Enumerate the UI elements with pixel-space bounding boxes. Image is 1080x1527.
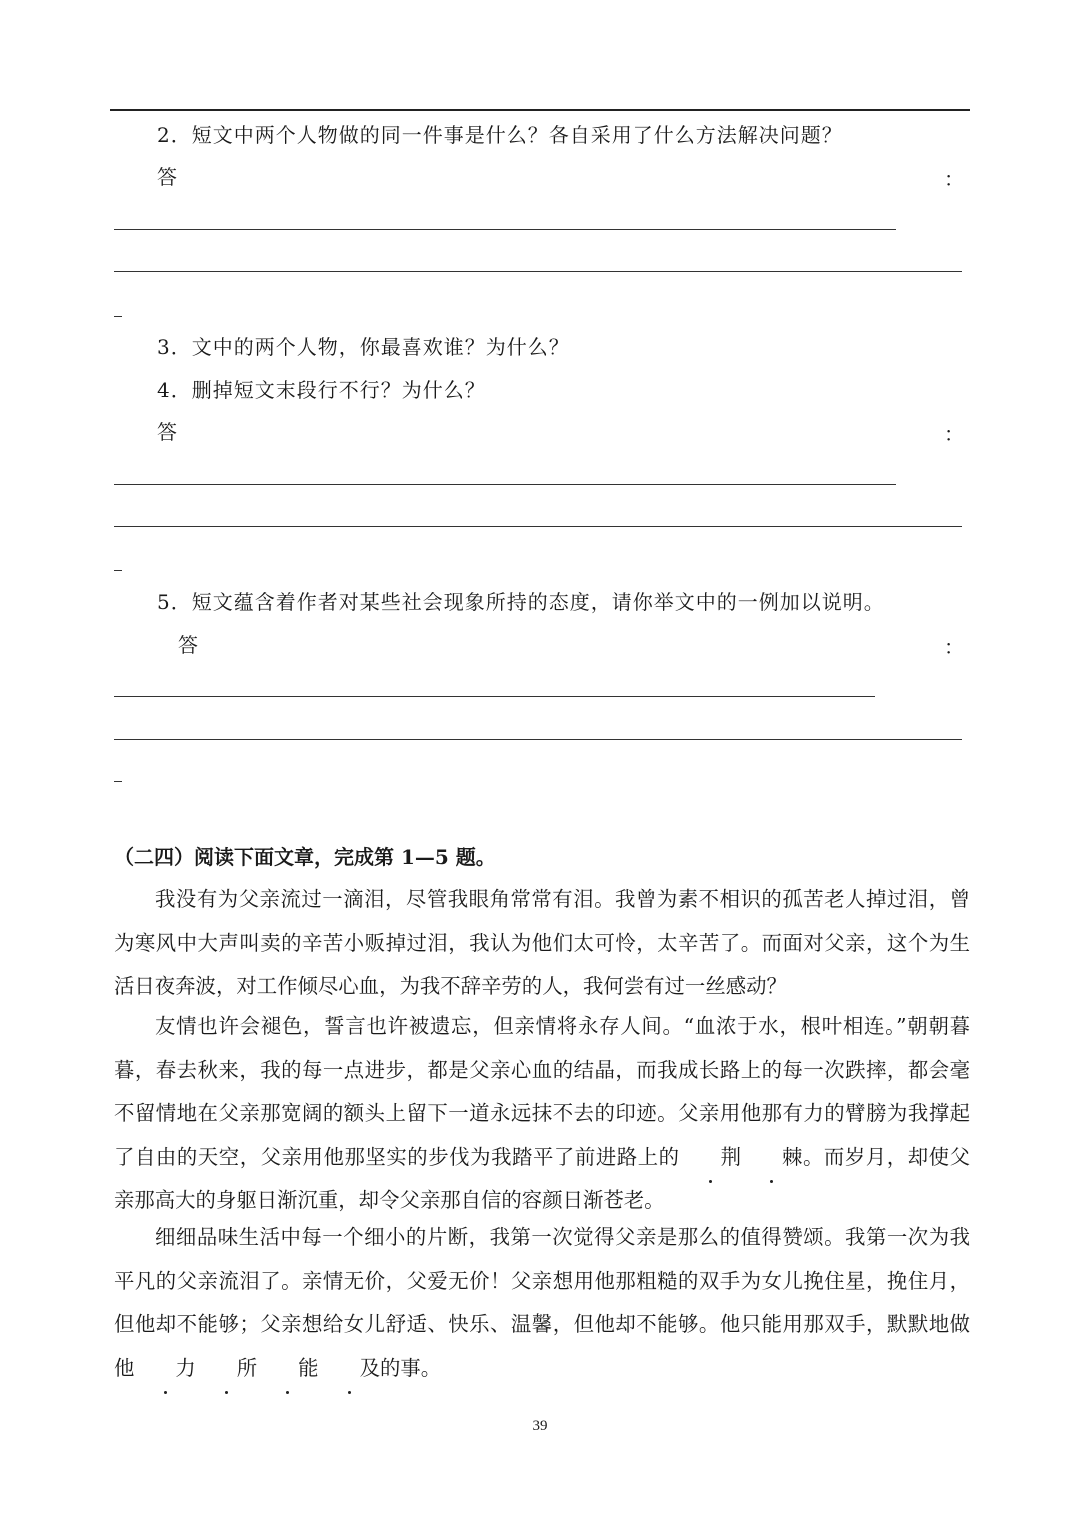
answer-colon: ：	[944, 635, 964, 659]
answer-line[interactable]	[114, 739, 962, 740]
paragraph-text: 。而岁月，却使父亲那高大的身躯日渐沉重，却令父亲那自信的容颜日渐苍老。	[114, 1144, 970, 1212]
answer-label: 答	[157, 165, 178, 189]
question-4: 4．删掉短文末段行不行？为什么？	[157, 378, 486, 402]
question-3: 3．文中的两个人物，你最喜欢谁？为什么？	[157, 335, 570, 359]
answer-label: 答	[178, 633, 199, 657]
answer-line[interactable]	[114, 484, 896, 485]
header-rule	[110, 109, 970, 111]
answer-line-end	[114, 316, 122, 317]
passage-paragraph-2	[114, 1005, 970, 1223]
emphasis-char: 所	[196, 1347, 257, 1391]
answer-colon: ：	[944, 167, 964, 191]
answer-line-end	[114, 781, 122, 782]
question-2: 2．短文中两个人物做的同一件事是什么？各自采用了什么方法解决问题？	[157, 123, 843, 147]
passage-paragraph-3	[114, 1216, 970, 1390]
answer-colon: ：	[944, 422, 964, 446]
section-title: （二四）阅读下面文章，完成第 1—5 题。	[114, 845, 496, 869]
answer-line[interactable]	[114, 526, 962, 527]
answer-line[interactable]	[114, 229, 896, 230]
emphasis-char: 棘	[741, 1136, 802, 1180]
answer-line[interactable]	[114, 696, 875, 697]
answer-line[interactable]	[114, 271, 962, 272]
paragraph-text: 友情也许会褪色，誓言也许被遗忘，但亲情将永存人间。“血浓于水，根叶相连。”朝朝暮暮，春去秋来，我的每一点进步，都是父亲心血的结晶，而我成长路上的每一次跌摔，都会毫不留情地在父亲那宽阔的额头上留下一道永远抹不去的印迹。父亲用他那有力的臂膀为我撑起了自由的天空，父亲用他那坚实的步伐为我踏平了前进路上的	[114, 1014, 970, 1169]
emphasis-char: 力	[134, 1347, 195, 1391]
answer-line-end	[114, 570, 122, 571]
emphasis-char: 及	[319, 1347, 380, 1391]
paragraph-text: 细细品味生活中每一个细小的片断，我第一次觉得父亲是那么的值得赞颂。我第一次为我平凡的父亲流泪了。亲情无价，父爱无价！父亲想用他那粗糙的双手为女儿挽住星，挽住月，但他却不能够；父亲想给女儿舒适、快乐、温馨，但他却不能够。他只能用那双手，默默地做他	[114, 1225, 970, 1380]
passage-paragraph-1: 我没有为父亲流过一滴泪，尽管我眼角常常有泪。我曾为素不相识的孤苦老人掉过泪，曾为寒风中大声叫卖的辛苦小贩掉过泪，我认为他们太可怜，太辛苦了。而面对父亲，这个为生活日夜奔波，对工作倾尽心血，为我不辞辛劳的人，我何尝有过一丝感动？	[114, 887, 970, 998]
question-5: 5．短文蕴含着作者对某些社会现象所持的态度，请你举文中的一例加以说明。	[157, 590, 885, 614]
paragraph-text: 的事。	[379, 1355, 442, 1380]
page-number: 39	[532, 1418, 548, 1434]
emphasis-char: 荆	[680, 1136, 741, 1180]
emphasis-char: 能	[257, 1347, 318, 1391]
answer-label: 答	[157, 420, 178, 444]
